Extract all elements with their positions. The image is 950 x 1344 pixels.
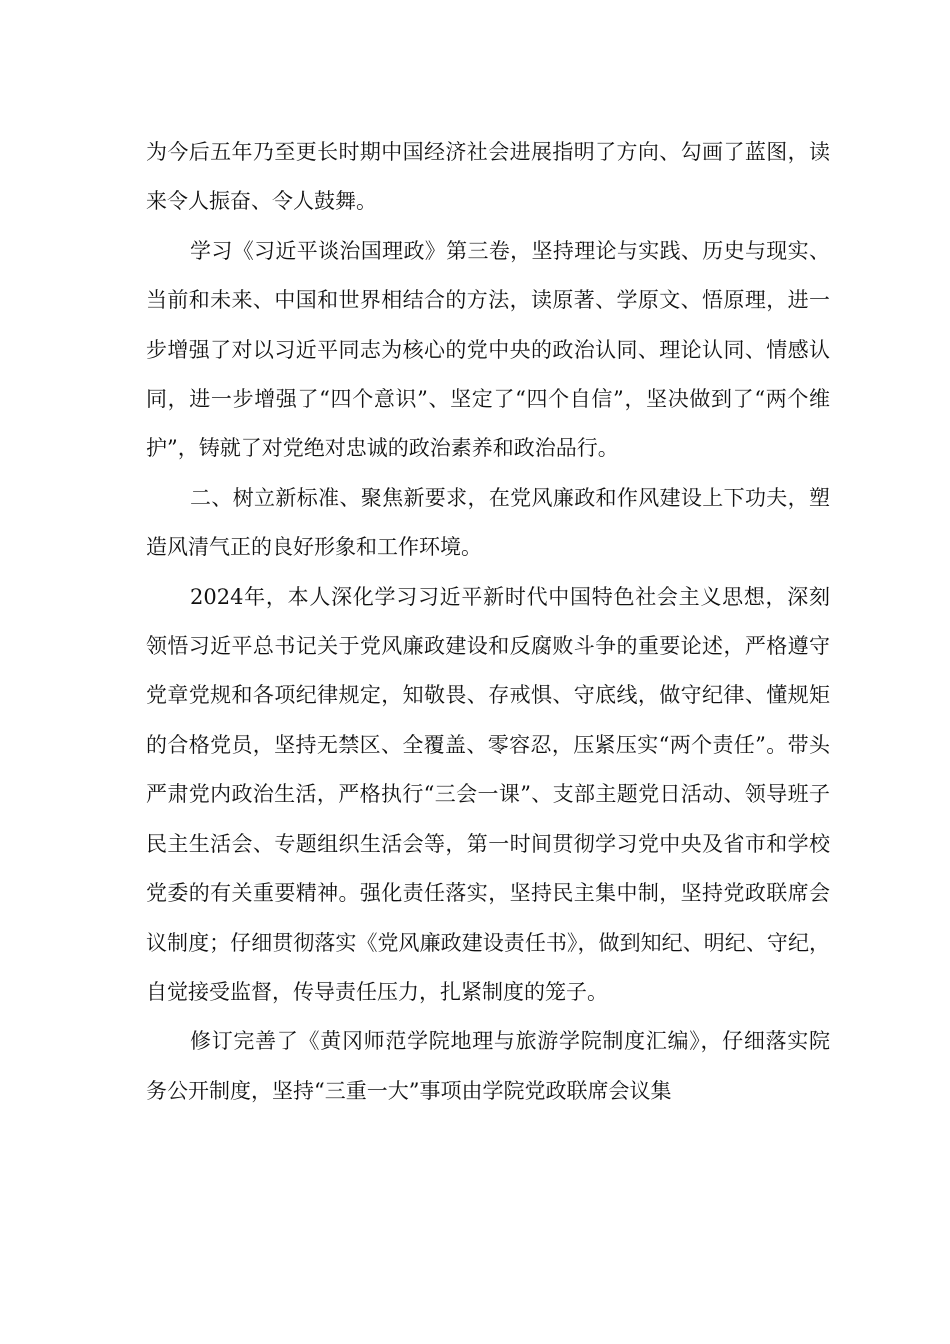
- paragraph-revised-rules: 修订完善了《黄冈师范学院地理与旅游学院制度汇编》，仔细落实院务公开制度，坚持“三重一大”事项由学院党政联席会议集: [146, 1029, 830, 1103]
- section-heading-two: 二、树立新标准、聚焦新要求，在党风廉政和作风建设上下功夫，塑造风清气正的良好形象和工作环境。: [146, 485, 830, 560]
- paragraph-study-volume-three: 学习《习近平谈治国理政》第三卷，坚持理论与实践、历史与现实、当前和未来、中国和世界相结合的方法，读原著、学原文、悟原理，进一步增强了对以习近平同志为核心的党中央的政治认同、理论认同、情感认同，进一步增强了“四个意识”、坚定了“四个自信”，坚决做到了“两个维护”，铸就了对党绝对忠诚的政治素养和政治品行。: [146, 238, 830, 461]
- document-body: [146, 128, 830, 1116]
- paragraph-continuation: 为今后五年乃至更长时期中国经济社会进展指明了方向、勾画了蓝图，读来令人振奋、令人鼓舞。: [146, 140, 830, 214]
- paragraph-2024-study: 2024年，本人深化学习习近平新时代中国特色社会主义思想，深刻领悟习近平总书记关于党风廉政建设和反腐败斗争的重要论述，严格遵守党章党规和各项纪律规定，知敬畏、存戒惧、守底线，做守纪律、懂规矩的合格党员，坚持无禁区、全覆盖、零容忍，压紧压实“两个责任”。带头严肃党内政治生活，严格执行“三会一课”、支部主题党日活动、领导班子民主生活会、专题组织生活会等，第一时间贯彻学习党中央及省市和学校党委的有关重要精神。强化责任落实，坚持民主集中制，坚持党政联席会议制度；仔细贯彻落实《党风廉政建设责任书》，做到知纪、明纪、守纪，自觉接受监督，传导责任压力，扎紧制度的笼子。: [146, 584, 830, 1004]
